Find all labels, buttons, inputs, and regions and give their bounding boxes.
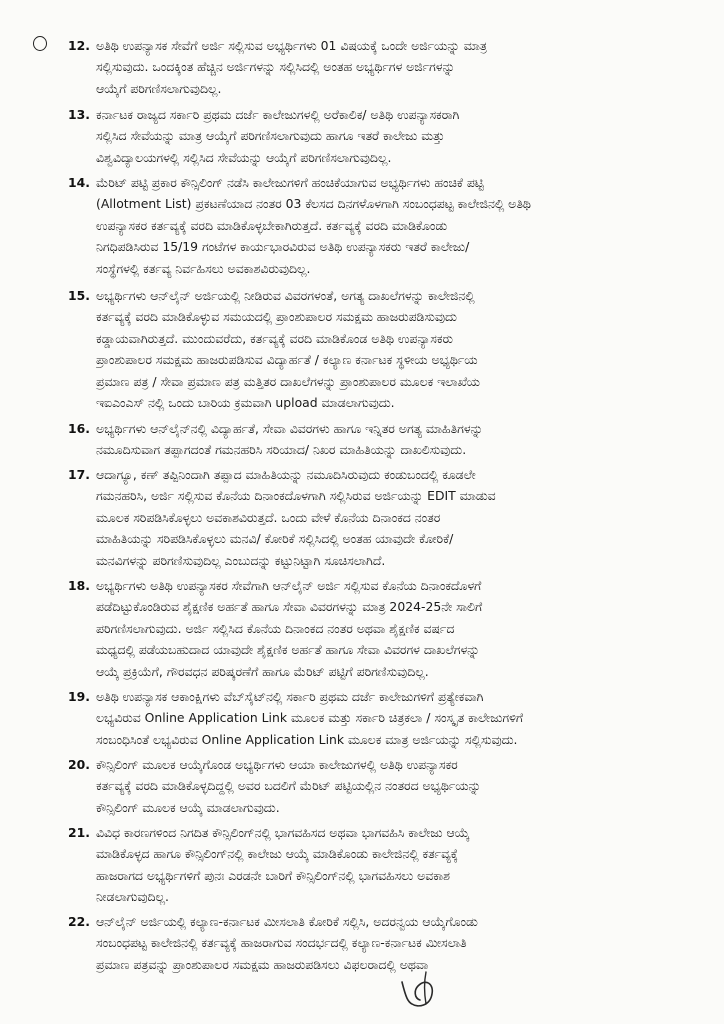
item-number: 13.	[68, 107, 90, 122]
item-number: 16.	[68, 421, 90, 436]
item-number: 15.	[68, 288, 90, 303]
item-number: 21.	[68, 825, 90, 840]
list-item-18	[68, 575, 702, 682]
text-line: ನಿಗಧಿಪಡಿಸಿರುವ 15/19 ಗಂಟೆಗಳ ಕಾರ್ಯಭಾರವಿರುವ ಅತಿಥಿ ಉಪನ್ಯಾಸಕರು ಇತರೆ ಕಾಲೇಜು/	[96, 239, 470, 255]
text-line: ಆನ್‌ಲೈನ್ ಅರ್ಜಿಯಲ್ಲಿ ಕಲ್ಯಾಣ-ಕರ್ನಾಟಕ ಮೀಸಲಾತಿ ಕೋರಿಕೆ ಸಲ್ಲಿಸಿ, ಅದರನ್ವಯ ಆಯ್ಕೆಗೊಂಡು	[96, 914, 478, 929]
item-text	[96, 104, 700, 168]
list-item-17	[68, 464, 702, 571]
punch-hole-circle	[33, 36, 47, 51]
item-number: 18.	[68, 578, 90, 593]
text-line: ಆಯ್ಕೆ ಪ್ರಕ್ರಿಯೆಗೆ, ಗೌರವಧನ ಪರಿಷ್ಕರಣೆಗೆ ಹಾಗೂ ಮೆರಿಟ್ ಪಟ್ಟಿಗೆ ಪರಿಗಣಿಸುವುದಿಲ್ಲ.	[96, 663, 429, 679]
text-line: ಮಾಹಿತಿಯನ್ನು ಸರಿಪಡಿಸಿಕೊಳ್ಳಲು ಮನವಿ/ ಕೋರಿಕೆ ಸಲ್ಲಿಸಿದಲ್ಲಿ ಅಂತಹ ಯಾವುದೇ ಕೋರಿಕೆ/	[96, 531, 454, 547]
list-item-22	[68, 911, 702, 975]
list-item-16	[68, 418, 702, 461]
item-text	[96, 686, 700, 750]
text-line: ಸಂಬಂಧಪಟ್ಟ ಕಾಲೇಜಿನಲ್ಲಿ ಕರ್ತವ್ಯಕ್ಕೆ ಹಾಜರಾಗುವ ಸಂದರ್ಭದಲ್ಲಿ ಕಲ್ಯಾಣ-ಕರ್ನಾಟಕ ಮೀಸಲಾತಿ	[96, 935, 467, 951]
text-line: ವಿವಿಧ ಕಾರಣಗಳಿಂದ ನಿಗದಿತ ಕೌನ್ಸಿಲಿಂಗ್‌ನಲ್ಲಿ ಭಾಗವಹಿಸದ ಅಥವಾ ಭಾಗವಹಿಸಿ ಕಾಲೇಜು ಆಯ್ಕೆ	[96, 825, 470, 840]
text-line: ಕರ್ತವ್ಯಕ್ಕೆ ವರದಿ ಮಾಡಿಕೊಳ್ಳದಿದ್ದಲ್ಲಿ ಅವರ ಬದಲಿಗೆ ಮೆರಿಟ್ ಪಟ್ಟಿಯಲ್ಲಿನ ನಂತರದ ಅಭ್ಯರ್ಥಿಯನ್ನು	[96, 778, 482, 794]
text-line: ಗಮನಹರಿಸಿ, ಅರ್ಜಿ ಸಲ್ಲಿಸುವ ಕೊನೆಯ ದಿನಾಂಕದೊಳಗಾಗಿ ಸಲ್ಲಿಸಿರುವ ಅರ್ಜಿಯನ್ನು EDIT ಮಾಡುವ	[96, 488, 496, 504]
item-number: 22.	[68, 914, 90, 929]
text-line: ಕೌನ್ಸಿಲಿಂಗ್ ಮೂಲಕ ಆಯ್ಕೆ ಮಾಡಲಾಗುವುದು.	[96, 799, 280, 815]
text-line: ಆಯ್ಕೆಗೆ ಪರಿಗಣಿಸಲಾಗುವುದಿಲ್ಲ.	[96, 80, 222, 96]
item-text	[96, 418, 700, 461]
text-line: ಸಲ್ಲಿಸುವುದು. ಒಂದಕ್ಕಿಂತ ಹೆಚ್ಚಿನ ಅರ್ಜಿಗಳನ್ನು ಸಲ್ಲಿಸಿದಲ್ಲಿ ಅಂತಹ ಅಭ್ಯರ್ಥಿಗಳ ಅರ್ಜಿಗಳನ್ನು	[96, 59, 455, 75]
text-line: ಸಂಬಂಧಿಸಿಂತೆ ಲಭ್ಯವಿರುವ Online Application Link ಮೂಲಕ ಮಾತ್ರ ಅರ್ಜಿಯನ್ನು ಸಲ್ಲಿಸುವುದು.	[96, 731, 518, 747]
text-line: ಕರ್ತವ್ಯಕ್ಕೆ ವರದಿ ಮಾಡಿಕೊಳ್ಳುವ ಸಮಯದಲ್ಲಿ ಪ್ರಾಂಶುಪಾಲರ ಸಮಕ್ಷಮ ಹಾಜರುಪಡಿಸುವುದು	[96, 309, 457, 325]
text-line: ನೀಡಲಾಗುವುದಿಲ್ಲ.	[96, 889, 169, 905]
item-number: 17.	[68, 467, 90, 482]
list-item-21	[68, 822, 702, 908]
item-text	[96, 35, 700, 99]
list-item-19	[68, 686, 702, 750]
text-line: ಮಧ್ಯದಲ್ಲಿ ಪಡೆಯಬಹುದಾದ ಯಾವುದೇ ಶೈಕ್ಷಣಿಕ ಅರ್ಹತೆ ಹಾಗೂ ಸೇವಾ ವಿವರಗಳ ದಾಖಲೆಗಳನ್ನು	[96, 642, 480, 658]
list-item-14	[68, 172, 702, 279]
text-line: ಕೌನ್ಸಿಲಿಂಗ್ ಮೂಲಕ ಆಯ್ಕೆಗೊಂಡ ಅಭ್ಯರ್ಥಿಗಳು ಆಯಾ ಕಾಲೇಜುಗಳಲ್ಲಿ ಅತಿಥಿ ಉಪನ್ಯಾಸಕರ	[96, 757, 458, 772]
text-line: ಮೆರಿಟ್ ಪಟ್ಟಿ ಪ್ರಕಾರ ಕೌನ್ಸಿಲಿಂಗ್ ನಡೆಸಿ ಕಾಲೇಜುಗಳಿಗೆ ಹಂಚಿಕೆಯಾಗುವ ಅಭ್ಯರ್ಥಿಗಳು ಹಂಚಿಕೆ ಪಟ್ಟಿ	[96, 175, 484, 190]
item-text	[96, 754, 700, 818]
text-line: ಅಭ್ಯರ್ಥಿಗಳು ಅತಿಥಿ ಉಪನ್ಯಾಸಕರ ಸೇವೆಗಾಗಿ ಆನ್‌ಲೈನ್ ಅರ್ಜಿ ಸಲ್ಲಿಸುವ ಕೊನೆಯ ದಿನಾಂಕದೊಳಗೆ	[96, 578, 482, 593]
text-line: ಪ್ರಾಂಶುಪಾಲರ ಸಮಕ್ಷಮ ಹಾಜರುಪಡಿಸುವ ವಿದ್ಯಾರ್ಹತೆ / ಕಲ್ಯಾಣ ಕರ್ನಾಟಕ ಸ್ಥಳೀಯ ಅಭ್ಯರ್ಥಿಯ	[96, 352, 478, 368]
item-text	[96, 172, 700, 279]
text-line: ಅತಿಥಿ ಉಪನ್ಯಾಸಕ ಆಕಾಂಕ್ಷಿಗಳು ವೆಬ್‌ಸೈಟ್‌ನಲ್ಲಿ ಸರ್ಕಾರಿ ಪ್ರಥಮ ದರ್ಜೆ ಕಾಲೇಜುಗಳಿಗೆ ಪ್ರತ್ಯೇಕವಾಗಿ	[96, 689, 484, 704]
item-text	[96, 911, 700, 975]
text-line: ವಿಶ್ವವಿದ್ಯಾಲಯಗಳಲ್ಲಿ ಸಲ್ಲಿಸಿದ ಸೇವೆಯನ್ನು ಆಯ್ಕೆಗೆ ಪರಿಗಣಿಸಲಾಗುವುದಿಲ್ಲ.	[96, 149, 392, 165]
text-line: ಸಲ್ಲಿಸಿದ ಸೇವೆಯನ್ನು ಮಾತ್ರ ಆಯ್ಕೆಗೆ ಪರಿಗಣಿಸಲಾಗುವುದು ಹಾಗೂ ಇತರೆ ಕಾಲೇಜು ಮತ್ತು	[96, 128, 445, 144]
item-text	[96, 285, 700, 413]
text-line: ಪರಿಗಣಿಸಲಾಗುವುದು. ಅರ್ಜಿ ಸಲ್ಲಿಸಿದ ಕೊನೆಯ ದಿನಾಂಕದ ನಂತರ ಅಥವಾ ಶೈಕ್ಷಣಿಕ ವರ್ಷದ	[96, 620, 455, 636]
text-line: ಕಡ್ಡಾಯವಾಗಿರುತ್ತದೆ. ಮುಂದುವರೆದು, ಕರ್ತವ್ಯಕ್ಕೆ ವರದಿ ಮಾಡಿಕೊಂಡ ಅತಿಥಿ ಉಪನ್ಯಾಸಕರು	[96, 330, 453, 346]
list-item-12	[68, 35, 702, 99]
text-line: ಸಂಸ್ಥೆಗಳಲ್ಲಿ ಕರ್ತವ್ಯ ನಿರ್ವಹಿಸಲು ಅವಕಾಶವಿರುವುದಿಲ್ಲ.	[96, 260, 311, 276]
signature-scribble	[396, 968, 444, 1010]
text-line: ಮಾಡಿಕೊಳ್ಳದ ಹಾಗೂ ಕೌನ್ಸಿಲಿಂಗ್‌ನಲ್ಲಿ ಕಾಲೇಜು ಆಯ್ಕೆ ಮಾಡಿಕೊಂಡು ಕಾಲೇಜಿನಲ್ಲಿ ಕರ್ತವ್ಯಕ್ಕೆ	[96, 846, 459, 862]
text-line: ಮೂಲಕ ಸರಿಪಡಿಸಿಕೊಳ್ಳಲು ಅವಕಾಶವಿರುತ್ತದೆ. ಒಂದು ವೇಳೆ ಕೊನೆಯ ದಿನಾಂಕದ ನಂತರ	[96, 509, 441, 525]
text-line: ನಮೂದಿಸುವಾಗ ತಪ್ಪಾಗದಂತೆ ಗಮನಹರಿಸಿ ಸರಿಯಾದ/ ನಿಖರ ಮಾಹಿತಿಯನ್ನು ದಾಖಲಿಸುವುದು.	[96, 442, 467, 458]
text-line: ಹಾಜರಾಗದ ಅಭ್ಯರ್ಥಿಗಳಿಗೆ ಪುನಃ ಎರಡನೇ ಬಾರಿಗೆ ಕೌನ್ಸಿಲಿಂಗ್‌ನಲ್ಲಿ ಭಾಗವಹಿಸಲು ಅವಕಾಶ	[96, 867, 450, 883]
item-number: 12.	[68, 38, 90, 53]
item-number: 20.	[68, 757, 90, 772]
text-line: ಮನವಿಗಳನ್ನು ಪರಿಗಣಿಸುವುದಿಲ್ಲ ಎಂಬುದನ್ನು ಕಟ್ಟುನಿಟ್ಟಾಗಿ ಸೂಚಿಸಲಾಗಿದೆ.	[96, 552, 386, 568]
list-item-20	[68, 754, 702, 818]
text-line: ಇಐಎಂಎಸ್ ನಲ್ಲಿ ಒಂದು ಬಾರಿಯ ಕ್ರಮವಾಗಿ upload ಮಾಡಲಾಗುವುದು.	[96, 395, 395, 411]
item-text	[96, 822, 700, 908]
text-line: ಪ್ರಮಾಣ ಪತ್ರವನ್ನು ಪ್ರಾಂಶುಪಾಲರ ಸಮಕ್ಷಮ ಹಾಜರುಪಡಿಸಲು ವಿಫಲರಾದಲ್ಲಿ ಅಥವಾ	[96, 956, 429, 972]
list-item-13	[68, 104, 702, 168]
text-line: ಅಭ್ಯರ್ಥಿಗಳು ಆನ್‌ಲೈನ್ ಅರ್ಜಿಯಲ್ಲಿ ನೀಡಿರುವ ವಿವರಗಳಂತೆ, ಅಗತ್ಯ ದಾಖಲೆಗಳನ್ನು ಕಾಲೇಜಿನಲ್ಲಿ	[96, 288, 475, 303]
text-line: ಅಭ್ಯರ್ಥಿಗಳು ಆನ್‌ಲೈನ್‌ನಲ್ಲಿ ವಿದ್ಯಾರ್ಹತೆ, ಸೇವಾ ವಿವರಗಳು ಹಾಗೂ ಇನ್ನಿತರ ಅಗತ್ಯ ಮಾಹಿತಿಗಳನ್ನು	[96, 421, 484, 436]
item-text	[96, 575, 700, 682]
text-line: ಕರ್ನಾಟಕ ರಾಜ್ಯದ ಸರ್ಕಾರಿ ಪ್ರಥಮ ದರ್ಜೆ ಕಾಲೇಜುಗಳಲ್ಲಿ ಅರೆಕಾಲಿಕ/ ಅತಿಥಿ ಉಪನ್ಯಾಸಕರಾಗಿ	[96, 107, 460, 122]
item-number: 19.	[68, 689, 90, 704]
text-line: ಪಡೆದಿಟ್ಟುಕೊಂಡಿರುವ ಶೈಕ್ಷಣಿಕ ಅರ್ಹತೆ ಹಾಗೂ ಸೇವಾ ವಿವರಗಳನ್ನು ಮಾತ್ರ 2024-25ನೇ ಸಾಲಿಗೆ	[96, 599, 483, 615]
text-line: ಪ್ರಮಾಣ ಪತ್ರ / ಸೇವಾ ಪ್ರಮಾಣ ಪತ್ರ ಮತ್ತಿತರ ದಾಖಲೆಗಳನ್ನು ಪ್ರಾಂಶುಪಾಲರ ಮೂಲಕ ಇಲಾಖೆಯ	[96, 373, 480, 389]
item-text	[96, 464, 700, 571]
item-number: 14.	[68, 175, 90, 190]
text-line: ಆದಾಗ್ಯೂ, ಕಣ್ ತಪ್ಪಿನಿಂದಾಗಿ ತಪ್ಪಾದ ಮಾಹಿತಿಯನ್ನು ನಮೂದಿಸಿರುವುದು ಕಂಡುಬಂದಲ್ಲಿ ಕೂಡಲೇ	[96, 467, 476, 482]
text-line: ಅತಿಥಿ ಉಪನ್ಯಾಸಕ ಸೇವೆಗೆ ಅರ್ಜಿ ಸಲ್ಲಿಸುವ ಅಭ್ಯರ್ಥಿಗಳು 01 ವಿಷಯಕ್ಕೆ ಒಂದೇ ಅರ್ಜಿಯನ್ನು ಮಾತ್ರ	[96, 38, 487, 53]
list-item-15	[68, 285, 702, 413]
text-line: (Allotment List) ಪ್ರಕಟಣೆಯಾದ ನಂತರ 03 ಕೆಲಸದ ದಿನಗಳೊಳಗಾಗಿ ಸಂಬಂಧಪಟ್ಟ ಕಾಲೇಜಿನಲ್ಲಿ ಅತಿಥಿ	[96, 196, 531, 212]
text-line: ಉಪನ್ಯಾಸಕರ ಕರ್ತವ್ಯಕ್ಕೆ ವರದಿ ಮಾಡಿಕೊಳ್ಳಬೇಕಾಗಿರುತ್ತದೆ. ಕರ್ತವ್ಯಕ್ಕೆ ವರದಿ ಮಾಡಿಕೊಂಡು	[96, 217, 448, 233]
text-line: ಲಭ್ಯವಿರುವ Online Application Link ಮೂಲಕ ಮತ್ತು ಸರ್ಕಾರಿ ಚಿತ್ರಕಲಾ / ಸಂಸ್ಕೃತ ಕಾಲೇಜುಗಳಿಗೆ	[96, 710, 524, 726]
